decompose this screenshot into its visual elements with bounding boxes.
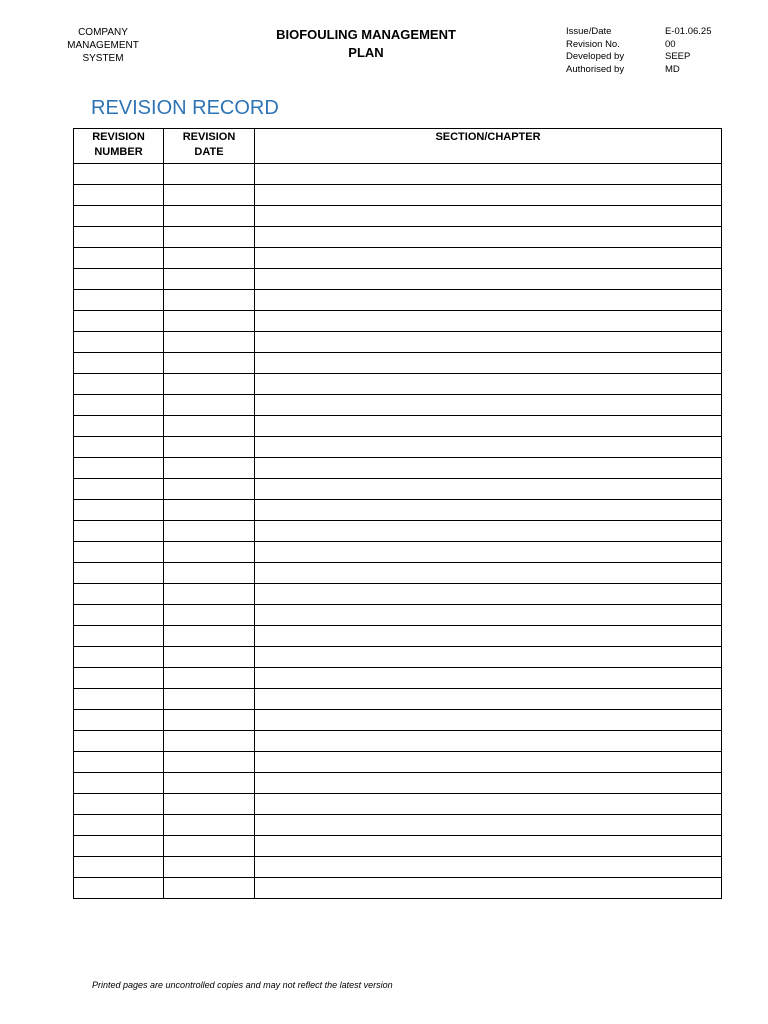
table-row: [74, 290, 722, 311]
section-chapter-cell: [255, 731, 722, 752]
revision-number-cell: [74, 458, 164, 479]
revision-date-cell: [164, 248, 255, 269]
revision-date-cell: [164, 458, 255, 479]
section-chapter-cell: [255, 857, 722, 878]
revision-date-cell: [164, 311, 255, 332]
revision-date-cell: [164, 227, 255, 248]
section-heading: REVISION RECORD: [91, 97, 279, 119]
revision-number-cell: [74, 542, 164, 563]
revision-date-cell: [164, 794, 255, 815]
section-chapter-cell: [255, 206, 722, 227]
revision-number-cell: [74, 815, 164, 836]
section-chapter-cell: [255, 500, 722, 521]
section-chapter-cell: [255, 248, 722, 269]
section-chapter-cell: [255, 227, 722, 248]
table-row: [74, 773, 722, 794]
revision-date-cell: [164, 647, 255, 668]
section-chapter-cell: [255, 647, 722, 668]
revision-date-cell: [164, 752, 255, 773]
table-row: [74, 878, 722, 899]
table-row: [74, 710, 722, 731]
table-row: [74, 605, 722, 626]
table-row: [74, 248, 722, 269]
revision-number-cell: [74, 584, 164, 605]
table-row: [74, 479, 722, 500]
revision-number-cell: [74, 521, 164, 542]
section-chapter-cell: [255, 311, 722, 332]
company-line: MANAGEMENT: [67, 40, 139, 51]
revision-number-cell: [74, 773, 164, 794]
revision-date-cell: [164, 857, 255, 878]
table-row: [74, 626, 722, 647]
revision-date-cell: [164, 164, 255, 185]
meta-value: 00: [665, 38, 676, 50]
section-chapter-cell: [255, 542, 722, 563]
meta-row-authorised-by: [566, 64, 711, 77]
section-chapter-cell: [255, 395, 722, 416]
revision-number-cell: [74, 752, 164, 773]
section-chapter-cell: [255, 479, 722, 500]
revision-number-cell: [74, 353, 164, 374]
table-row: [74, 374, 722, 395]
revision-number-cell: [74, 605, 164, 626]
revision-number-cell: [74, 437, 164, 458]
table-row: [74, 563, 722, 584]
revision-date-cell: [164, 206, 255, 227]
table-row: [74, 437, 722, 458]
revision-date-cell: [164, 710, 255, 731]
table-row: [74, 689, 722, 710]
table-row: [74, 836, 722, 857]
revision-number-cell: [74, 668, 164, 689]
header-line: NUMBER: [94, 146, 143, 158]
meta-row-revision-no: [566, 39, 711, 52]
meta-label: Authorised by: [566, 63, 625, 75]
document-title: [256, 26, 476, 62]
revision-date-cell: [164, 479, 255, 500]
revision-number-cell: [74, 290, 164, 311]
header-line: REVISION: [182, 131, 236, 143]
revision-number-cell: [74, 185, 164, 206]
revision-number-cell: [74, 311, 164, 332]
revision-date-cell: [164, 878, 255, 899]
table-row: [74, 584, 722, 605]
revision-number-cell: [74, 500, 164, 521]
table-body: [74, 164, 722, 899]
table-row: [74, 815, 722, 836]
section-chapter-cell: [255, 185, 722, 206]
table-row: [74, 206, 722, 227]
table-row: [74, 332, 722, 353]
section-chapter-cell: [255, 437, 722, 458]
header-line: DATE: [194, 146, 224, 158]
table-row: [74, 500, 722, 521]
section-chapter-cell: [255, 521, 722, 542]
revision-number-cell: [74, 269, 164, 290]
column-header-revision-date: [164, 129, 255, 164]
section-chapter-cell: [255, 626, 722, 647]
column-header-section-chapter: [255, 129, 722, 164]
revision-number-cell: [74, 878, 164, 899]
meta-label: Issue/Date: [566, 26, 612, 37]
table-row: [74, 521, 722, 542]
meta-label: Revision No.: [566, 38, 620, 50]
company-line: SYSTEM: [82, 53, 124, 64]
company-management-system-label: [60, 26, 146, 65]
table-row: [74, 668, 722, 689]
table-row: [74, 458, 722, 479]
meta-row-developed-by: [566, 51, 711, 64]
table-row: [74, 542, 722, 563]
revision-date-cell: [164, 269, 255, 290]
section-chapter-cell: [255, 668, 722, 689]
revision-number-cell: [74, 374, 164, 395]
revision-number-cell: [74, 626, 164, 647]
meta-value: SEEP: [665, 51, 691, 63]
table-row: [74, 794, 722, 815]
revision-date-cell: [164, 815, 255, 836]
section-chapter-cell: [255, 164, 722, 185]
table-row: [74, 395, 722, 416]
table-row: [74, 227, 722, 248]
revision-date-cell: [164, 353, 255, 374]
section-chapter-cell: [255, 878, 722, 899]
section-chapter-cell: [255, 710, 722, 731]
revision-date-cell: [164, 605, 255, 626]
revision-date-cell: [164, 500, 255, 521]
revision-date-cell: [164, 584, 255, 605]
revision-date-cell: [164, 437, 255, 458]
revision-date-cell: [164, 626, 255, 647]
header-row: [74, 129, 722, 164]
revision-number-cell: [74, 710, 164, 731]
revision-record-table: [73, 128, 722, 899]
revision-date-cell: [164, 773, 255, 794]
revision-number-cell: [74, 416, 164, 437]
revision-number-cell: [74, 164, 164, 185]
revision-number-cell: [74, 395, 164, 416]
meta-row-issue-date: [566, 26, 711, 39]
revision-date-cell: [164, 332, 255, 353]
section-chapter-cell: [255, 605, 722, 626]
revision-date-cell: [164, 542, 255, 563]
section-chapter-cell: [255, 458, 722, 479]
revision-number-cell: [74, 836, 164, 857]
table-row: [74, 857, 722, 878]
section-chapter-cell: [255, 773, 722, 794]
revision-date-cell: [164, 395, 255, 416]
table-row: [74, 269, 722, 290]
document-meta: [566, 26, 711, 76]
meta-value: MD: [665, 63, 680, 75]
table-row: [74, 164, 722, 185]
section-chapter-cell: [255, 416, 722, 437]
title-line: PLAN: [348, 45, 384, 60]
meta-label: Developed by: [566, 51, 625, 63]
revision-number-cell: [74, 563, 164, 584]
revision-number-cell: [74, 227, 164, 248]
column-header-revision-number: [74, 129, 164, 164]
revision-number-cell: [74, 857, 164, 878]
revision-number-cell: [74, 479, 164, 500]
section-chapter-cell: [255, 290, 722, 311]
table-row: [74, 731, 722, 752]
revision-date-cell: [164, 416, 255, 437]
table-row: [74, 416, 722, 437]
table-header: [74, 129, 722, 164]
header-line: REVISION: [92, 131, 145, 143]
revision-number-cell: [74, 332, 164, 353]
company-line: COMPANY: [78, 27, 128, 38]
revision-number-cell: [74, 248, 164, 269]
revision-date-cell: [164, 563, 255, 584]
header-line: SECTION/CHAPTER: [435, 131, 541, 143]
revision-date-cell: [164, 668, 255, 689]
revision-number-cell: [74, 689, 164, 710]
revision-number-cell: [74, 206, 164, 227]
revision-date-cell: [164, 185, 255, 206]
section-chapter-cell: [255, 332, 722, 353]
revision-date-cell: [164, 374, 255, 395]
revision-date-cell: [164, 689, 255, 710]
table-row: [74, 752, 722, 773]
revision-number-cell: [74, 794, 164, 815]
table-row: [74, 353, 722, 374]
meta-value: E-01.06.25: [665, 26, 712, 37]
table-row: [74, 311, 722, 332]
footer-disclaimer: Printed pages are uncontrolled copies and may not reflect the latest version: [92, 980, 393, 990]
revision-date-cell: [164, 290, 255, 311]
section-chapter-cell: [255, 584, 722, 605]
title-line: BIOFOULING MANAGEMENT: [276, 27, 456, 42]
section-chapter-cell: [255, 269, 722, 290]
section-chapter-cell: [255, 353, 722, 374]
revision-number-cell: [74, 731, 164, 752]
section-chapter-cell: [255, 752, 722, 773]
section-chapter-cell: [255, 374, 722, 395]
table-row: [74, 647, 722, 668]
section-chapter-cell: [255, 689, 722, 710]
table-row: [74, 185, 722, 206]
revision-date-cell: [164, 731, 255, 752]
revision-number-cell: [74, 647, 164, 668]
section-chapter-cell: [255, 563, 722, 584]
section-chapter-cell: [255, 815, 722, 836]
section-chapter-cell: [255, 794, 722, 815]
revision-date-cell: [164, 521, 255, 542]
section-chapter-cell: [255, 836, 722, 857]
revision-date-cell: [164, 836, 255, 857]
